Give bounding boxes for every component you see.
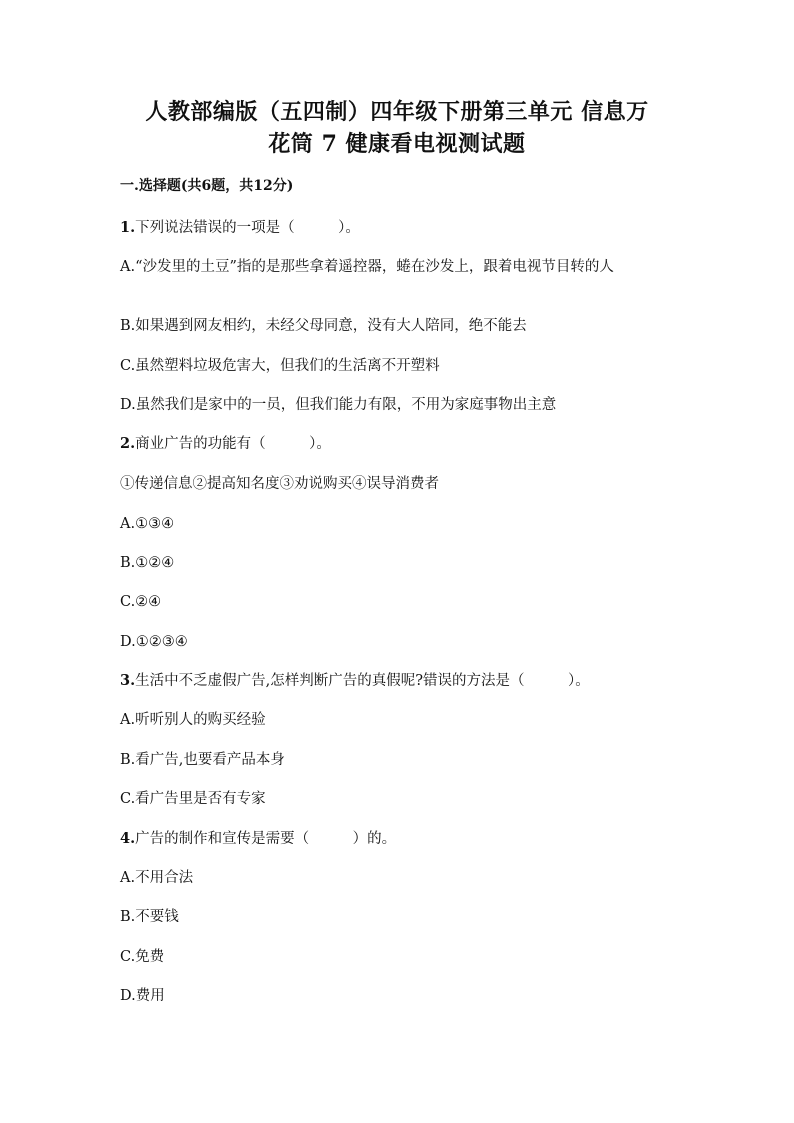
title-line-1: 人教部编版（五四制）四年级下册第三单元 信息万	[145, 99, 649, 125]
question-stem: 广告的制作和宣传是需要（ ）的。	[135, 831, 397, 847]
question-2	[120, 434, 680, 454]
question-2-statement: ①传递信息②提高知名度③劝说购买④误导消费者	[120, 476, 439, 492]
question-number: 4.	[120, 830, 136, 847]
question-number: 2.	[120, 435, 136, 452]
question-number: 3.	[120, 672, 136, 689]
question-number: 1.	[120, 219, 136, 236]
option-1b: B.如果遇到网友相约，未经父母同意，没有大人陪同，绝不能去	[120, 318, 527, 334]
question-3	[120, 671, 680, 691]
option-4d: D.费用	[120, 988, 165, 1004]
question-4	[120, 829, 680, 849]
option-1d: D.虽然我们是家中的一员，但我们能力有限，不用为家庭事物出主意	[120, 397, 557, 413]
option-4c: C.免费	[120, 949, 165, 965]
page-title	[60, 96, 734, 160]
option-4a: A.不用合法	[120, 870, 194, 886]
option-3b: B.看广告,也要看产品本身	[120, 752, 285, 768]
question-stem: 下列说法错误的一项是（ ）。	[135, 220, 360, 236]
question-stem: 生活中不乏虚假广告,怎样判断广告的真假呢?错误的方法是（ ）。	[135, 673, 590, 689]
option-4b: B.不要钱	[120, 909, 179, 925]
question-stem: 商业广告的功能有（ ）。	[135, 436, 331, 452]
option-2d: D.①②③④	[120, 634, 188, 650]
option-1c: C.虽然塑料垃圾危害大，但我们的生活离不开塑料	[120, 358, 440, 374]
question-1	[120, 218, 680, 238]
title-line-2: 花筒 7 健康看电视测试题	[268, 131, 526, 157]
option-3a: A.听听别人的购买经验	[120, 712, 266, 728]
option-3c: C.看广告里是否有专家	[120, 791, 266, 807]
option-2b: B.①②④	[120, 555, 175, 571]
option-2c: C.②④	[120, 594, 162, 610]
section-heading: 一.选择题(共6题，共12分)	[120, 178, 294, 194]
option-2a: A.①③④	[120, 516, 175, 532]
option-1a: A.“沙发里的土豆”指的是那些拿着遥控器，蜷在沙发上，跟着电视节目转的人	[120, 259, 614, 275]
